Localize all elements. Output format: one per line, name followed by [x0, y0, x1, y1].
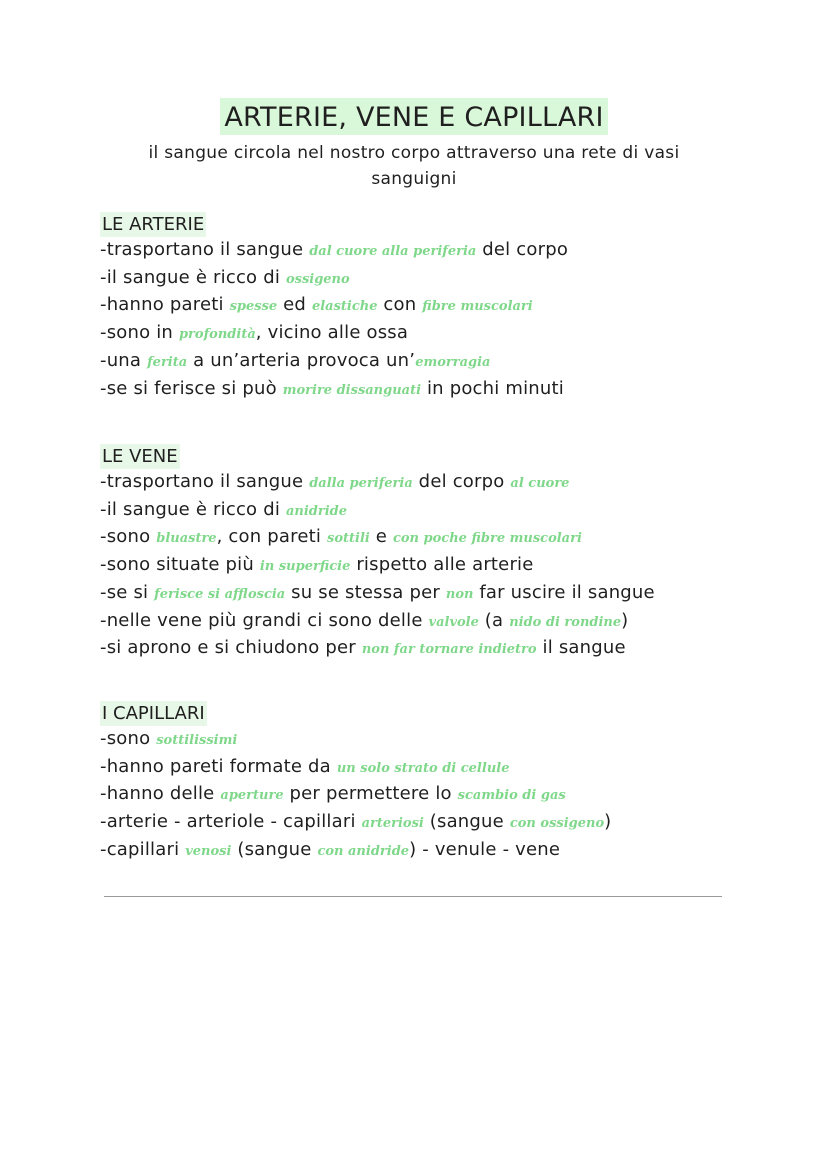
divider-line	[104, 896, 722, 897]
highlighted-term: fibre muscolari	[422, 299, 533, 315]
highlighted-term: aperture	[220, 788, 284, 804]
line-text: -una	[100, 349, 148, 371]
highlighted-term: arteriosi	[361, 816, 424, 832]
highlighted-term: nido di rondine	[509, 614, 622, 630]
section-vene	[100, 444, 780, 663]
line-text: del corpo	[476, 239, 569, 260]
line-text: -sono	[100, 728, 157, 749]
highlighted-term: con ossigeno	[509, 816, 605, 832]
line-text: -sono in	[100, 322, 179, 344]
highlighted-term: ossigeno	[285, 271, 350, 287]
line-text: -se si	[100, 581, 155, 603]
note-line	[100, 524, 780, 552]
highlighted-term: un solo strato di cellule	[336, 760, 510, 776]
section-heading: LE ARTERIE	[102, 214, 205, 235]
page-title: ARTERIE, VENE E CAPILLARI	[220, 98, 607, 135]
line-text: , vicino alle ossa	[255, 322, 409, 344]
section-heading: LE VENE	[102, 446, 178, 467]
section-lines	[100, 237, 780, 403]
highlighted-term: sottili	[327, 531, 370, 547]
line-text: il sangue	[536, 637, 626, 659]
highlighted-term: elastiche	[311, 299, 378, 315]
title-wrapper	[0, 98, 828, 135]
highlighted-term: venosi	[185, 843, 232, 859]
highlighted-term: valvole	[428, 614, 479, 630]
line-text: )	[621, 609, 629, 631]
line-text: a un’arteria provoca un’	[187, 349, 416, 371]
note-line	[100, 320, 780, 348]
highlighted-term: dal cuore alla periferia	[309, 244, 477, 259]
highlighted-term: profondità	[178, 327, 256, 343]
highlighted-term: scambio di gas	[457, 788, 566, 804]
note-line	[100, 469, 780, 497]
note-line	[100, 754, 780, 782]
note-line	[100, 635, 780, 663]
line-text: rispetto alle arterie	[350, 554, 534, 576]
note-line	[100, 608, 780, 636]
line-text: -sono situate più	[100, 554, 260, 576]
line-text: -il sangue è ricco di	[100, 266, 286, 288]
note-line	[100, 376, 780, 404]
line-text: -si aprono e si chiudono per	[100, 637, 362, 659]
line-text: -sono	[100, 526, 157, 548]
line-text: (sangue	[231, 838, 318, 860]
line-text: -se si ferisce si può	[100, 377, 283, 399]
highlighted-term: sottilissimi	[156, 733, 238, 748]
note-line	[100, 237, 780, 265]
line-text: e	[369, 526, 393, 548]
note-line	[100, 265, 780, 293]
note-line	[100, 348, 780, 376]
highlighted-term: ferisce si affloscia	[154, 586, 286, 602]
line-text: per permettere lo	[283, 783, 458, 805]
highlighted-term: in superficie	[259, 559, 351, 575]
note-line	[100, 552, 780, 580]
line-text: -il sangue è ricco di	[100, 498, 286, 520]
highlighted-term: non far tornare indietro	[361, 642, 537, 658]
line-text: ) - venule - vene	[409, 838, 561, 860]
highlighted-term: con anidride	[317, 843, 410, 859]
section-lines	[100, 726, 780, 865]
highlighted-term: emorragia	[415, 354, 491, 370]
line-text: -nelle vene più grandi ci sono delle	[100, 609, 429, 631]
note-line	[100, 837, 780, 865]
line-text: , con pareti	[216, 526, 327, 548]
line-text: -trasportano il sangue	[100, 471, 310, 492]
section-lines	[100, 469, 780, 663]
highlighted-term: dalla periferia	[309, 476, 413, 491]
highlighted-term: al cuore	[510, 476, 570, 491]
note-line	[100, 809, 780, 837]
highlighted-term: anidride	[285, 503, 348, 519]
section-arterie	[100, 212, 780, 403]
page-subtitle: il sangue circola nel nostro corpo attraverso una rete di vasi sanguigni	[148, 143, 680, 189]
section-capillari	[100, 701, 780, 865]
line-text: -hanno delle	[100, 783, 221, 805]
line-text: )	[604, 811, 612, 833]
line-text: -hanno pareti formate da	[100, 755, 337, 777]
line-text: -arterie - arteriole - capillari	[100, 811, 362, 833]
line-text: su se stessa per	[285, 581, 446, 603]
line-text: (sangue	[423, 811, 510, 833]
highlighted-term: bluastre	[156, 531, 217, 547]
line-text: ed	[277, 294, 312, 316]
highlighted-term: spesse	[229, 299, 278, 315]
line-text: con	[377, 294, 423, 316]
line-text: -trasportano il sangue	[100, 239, 310, 260]
line-text: (a	[478, 609, 510, 631]
line-text: del corpo	[412, 471, 511, 492]
line-text: -capillari	[100, 838, 186, 860]
line-text: far uscire il sangue	[473, 581, 655, 603]
note-line	[100, 726, 780, 754]
note-line	[100, 497, 780, 525]
note-line	[100, 292, 780, 320]
line-text: -hanno pareti	[100, 294, 230, 316]
highlighted-term: ferita	[147, 354, 188, 370]
line-text: in pochi minuti	[421, 377, 564, 399]
highlighted-term: non	[445, 586, 474, 602]
highlighted-term: con poche fibre muscolari	[392, 531, 582, 547]
note-line	[100, 781, 780, 809]
section-heading: I CAPILLARI	[102, 703, 205, 724]
highlighted-term: morire dissanguati	[282, 382, 422, 398]
note-line	[100, 580, 780, 608]
